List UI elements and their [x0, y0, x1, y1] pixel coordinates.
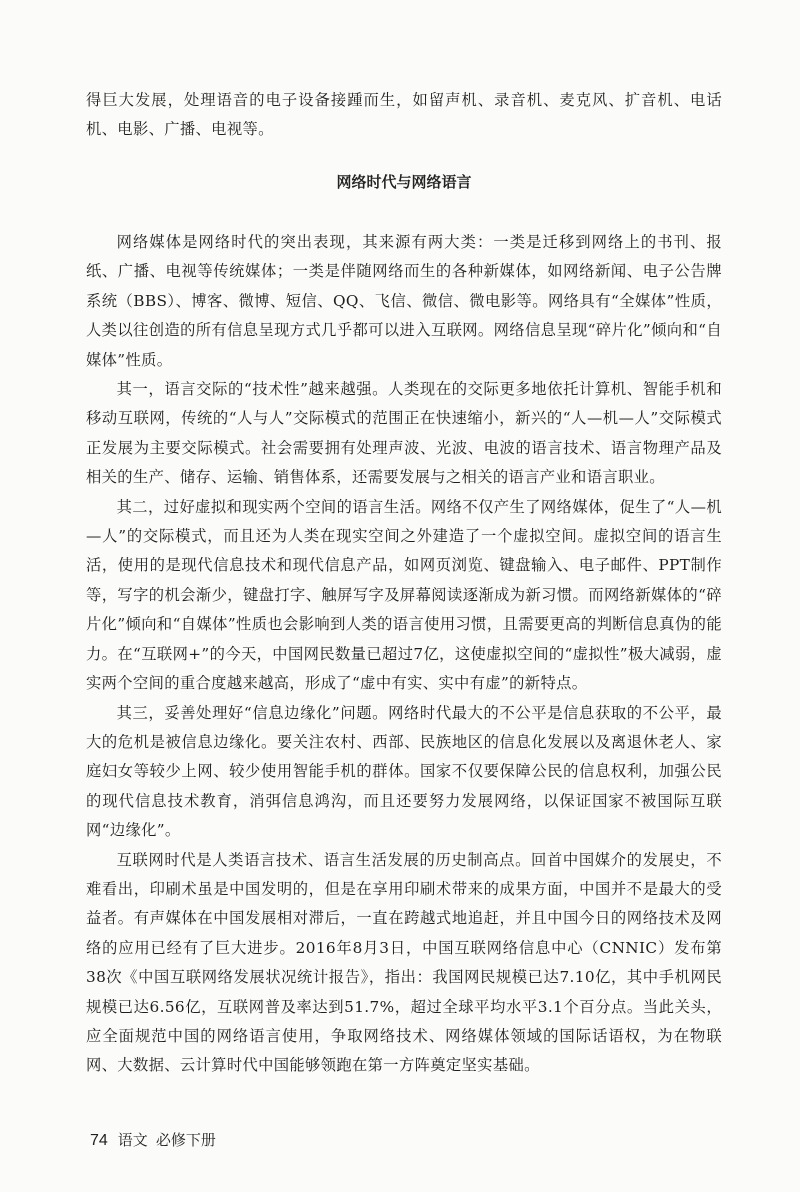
intro-paragraph: 得巨大发展，处理语音的电子设备接踵而生，如留声机、录音机、麦克风、扩音机、电话机、电影、广播、电视等。: [86, 91, 722, 139]
body-paragraph-conclusion: 互联网时代是人类语言技术、语言生活发展的历史制高点。回首中国媒介的发展史，不难看出，印刷术虽是中国发明的，但是在享用印刷术带来的成果方面，中国并不是最大的受益者。有声媒体在中国发展相对滞后，一直在跨越式地追赶，并且中国今日的网络技术及网络的应用已经有了巨大进步。2016年8月3日，中国互联网络信息中心（CNNIC）发布第38次《中国互联网络发展状况统计报告》，指出：我国网民规模已达7.10亿，其中手机网民规模已达6.56亿，互联网普及率达到51.7%，超过全球平均水平3.1个百分点。当此关头，应全面规范中国的网络语言使用，争取网络技术、网络媒体领域的国际话语权，为在物联网、大数据、云计算时代中国能够领跑在第一方阵奠定坚实基础。: [86, 850, 722, 1075]
body-paragraph-second-point: 其二，过好虚拟和现实两个空间的语言生活。网络不仅产生了网络媒体，促生了“人—机—人”的交际模式，而且还为人类在现实空间之外建造了一个虚拟空间。虚拟空间的语言生活，使用的是现代信息技术和现代信息产品，如网页浏览、键盘输入、电子邮件、PPT制作等，写字的机会渐少，键盘打字、触屏写字及屏幕阅读逐渐成为新习惯。而网络新媒体的“碎片化”倾向和“自媒体”性质也会影响到人类的语言使用习惯，且需要更高的判断信息真伪的能力。在“互联网+”的今天，中国网民数量已超过7亿，这使虚拟空间的“虚拟性”极大减弱，虚实两个空间的重合度越来越高，形成了“虚中有实、实中有虚”的新特点。: [86, 497, 722, 693]
section-title: 网络时代与网络语言: [336, 173, 472, 191]
subject-label: 语文: [117, 1131, 148, 1149]
body-paragraph-third-point: 其三，妥善处理好“信息边缘化”问题。网络时代最大的不公平是信息获取的不公平，最大的危机是被信息边缘化。要关注农村、西部、民族地区的信息化发展以及离退休老人、家庭妇女等较少上网、较少使用智能手机的群体。国家不仅要保障公民的信息权利，加强公民的现代信息技术教育，消弭信息鸿沟，而且还要努力发展网络，以保证国家不被国际互联网“边缘化”。: [86, 703, 722, 840]
body-text: [86, 228, 722, 1081]
volume-label: 必修下册: [155, 1131, 216, 1149]
page-footer: [90, 1130, 216, 1151]
body-paragraph-first-point: 其一，语言交际的“技术性”越来越强。人类现在的交际更多地依托计算机、智能手机和移动互联网，传统的“人与人”交际模式的范围正在快速缩小，新兴的“人—机—人”交际模式正发展为主要交际模式。社会需要拥有处理声波、光波、电波的语言技术、语言物理产品及相关的生产、储存、运输、销售体系，还需要发展与之相关的语言产业和语言职业。: [86, 380, 722, 487]
intro-block: [86, 86, 722, 145]
body-paragraph-media: 网络媒体是网络时代的突出表现，其来源有两大类：一类是迁移到网络上的书刊、报纸、广播、电视等传统媒体；一类是伴随网络而生的各种新媒体，如网络新闻、电子公告牌系统（BBS）、博客、微博、短信、QQ、飞信、微信、微电影等。网络具有“全媒体”性质，人类以往创造的所有信息呈现方式几乎都可以进入互联网。网络信息呈现“碎片化”倾向和“自媒体”性质。: [86, 233, 722, 369]
page-number: 74: [90, 1132, 108, 1149]
